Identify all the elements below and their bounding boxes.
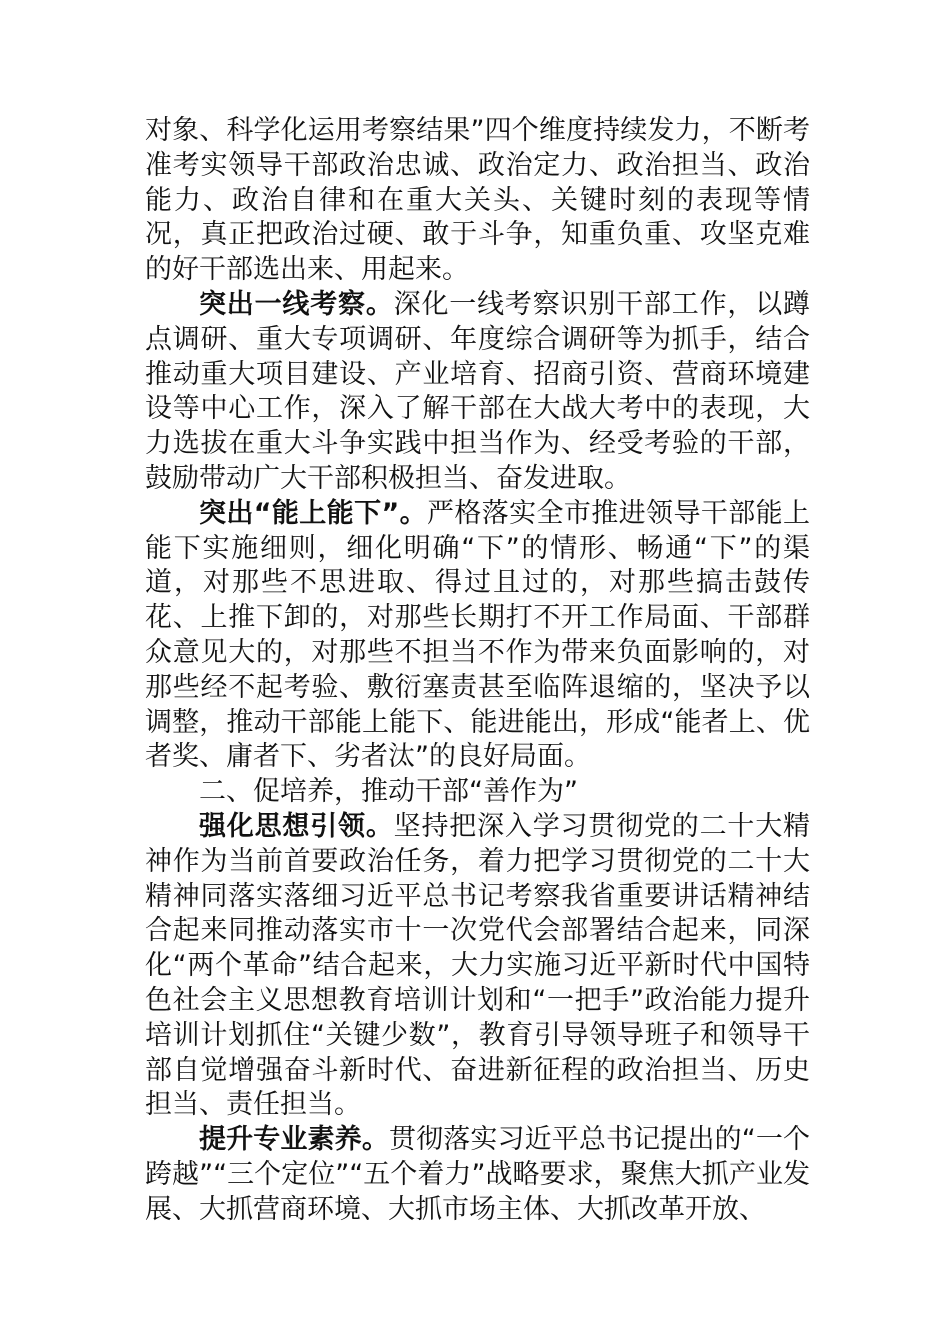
paragraph-frontline-inspection (145, 288, 810, 497)
paragraph-body: 深化一线考察识别干部工作，以蹲点调研、重大专项调研、年度综合调研等为抓手，结合推动重大项目建设、产业培育、招商引资、营商环境建设等中心工作，深入了解干部在大战大考中的表现，大力选拔在重大斗争实践中担当作为、经受考验的干部，鼓励带动广大干部积极担当、奋发进取。 (145, 288, 811, 494)
paragraph-ideological-guidance (145, 810, 810, 1123)
section-heading: 二、促培养，推动干部“善作为” (199, 776, 578, 808)
paragraph-body: 对象、科学化运用考察结果”四个维度持续发力，不断考准考实领导干部政治忠诚、政治定力、政治担当、政治能力、政治自律和在重大关头、关键时刻的表现等情况，真正把政治过硬、敢于斗争，知重负重、攻坚克难的好干部选出来、用起来。 (145, 115, 810, 286)
paragraph-lead: 突出一线考察。 (199, 288, 394, 320)
paragraph-lead: 突出“能上能下”。 (199, 497, 427, 529)
paragraph-lead: 提升专业素养。 (199, 1124, 389, 1156)
paragraph-body: 坚持把深入学习贯彻党的二十大精神作为当前首要政治任务，着力把学习贯彻党的二十大精神同落实落细习近平总书记考察我省重要讲话精神结合起来同推动落实市十一次党代会部署结合起来，同深化“两个革命”结合起来，大力实施习近平新时代中国特色社会主义思想教育培训计划和“一把手”政治能力提升培训计划抓住“关键少数”，教育引导领导班子和领导干部自觉增强奋斗新时代、奋进新征程的政治担当、历史担当、责任担当。 (145, 810, 811, 1121)
paragraph-body: 严格落实全市推进领导干部能上能下实施细则，细化明确“下”的情形、畅通“下”的渠道，对那些不思进取、得过且过的，对那些搞击鼓传花、上推下卸的，对那些长期打不开工作局面、干部群众意见大的，对那些不担当不作为带来负面影响的，对那些经不起考验、敷衍塞责甚至临阵退缩的，坚决予以调整，推动干部能上能下、能进能出，形成“能者上、优者奖、庸者下、劣者汰”的良好局面。 (145, 497, 810, 773)
paragraph-political-assessment (145, 114, 810, 288)
document-page (145, 114, 810, 1228)
paragraph-up-and-down (145, 497, 810, 775)
paragraph-body: 贯彻落实习近平总书记提出的“一个跨越”“三个定位”“五个着力”战略要求，聚焦大抓产业发展、大抓营商环境、大抓市场主体、大抓改革开放、 (145, 1124, 811, 1225)
paragraph-lead: 强化思想引领。 (199, 810, 394, 842)
paragraph-professional-quality (145, 1123, 810, 1227)
